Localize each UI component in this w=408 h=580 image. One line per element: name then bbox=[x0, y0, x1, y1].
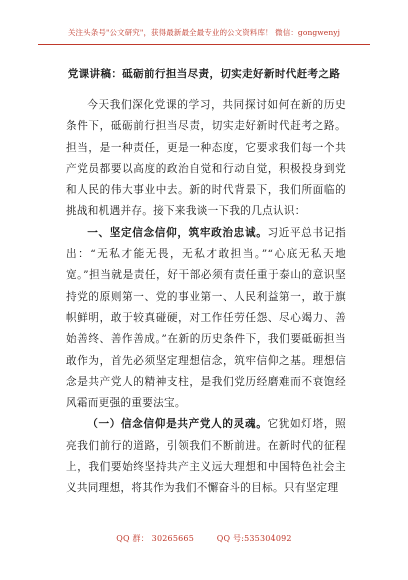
header-divider bbox=[38, 44, 370, 45]
subsection-1-paragraph bbox=[66, 414, 346, 499]
document-body bbox=[66, 95, 346, 500]
footer-qq-number: QQ 号:535304092 bbox=[216, 534, 292, 543]
document-title: 党课讲稿：砥砺前行担当尽责，切实走好新时代赶考之路 bbox=[67, 68, 341, 80]
footer-contacts bbox=[0, 533, 408, 544]
section-1-heading: 一、坚定信念信仰，筑牢政治忠诚。 bbox=[87, 226, 268, 239]
section-1-paragraph bbox=[66, 223, 346, 415]
subsection-1-text: 它犹如灯塔，照亮我们前行的道路，引领我们不断前进。在新时代的征程上，我们要始终坚持共产主义远大理想和中国特色社会主义共同理想，将其作为我们不懈奋斗的目标。只有坚定理 bbox=[66, 418, 346, 495]
header-note: 关注头条号"公文研究"，获得最新最全最专业的公文资料库！ 微信：gongwenyj bbox=[67, 28, 341, 37]
intro-paragraph: 今天我们深化党课的学习，共同探讨如何在新的历史条件下，砥砺前行担当尽责，切实走好新时代赶考之路。担当，是一种责任，更是一种态度，它要求我们每一个共产党员都要以高度的政治自觉和行动自觉，积极投身到党和人民的伟大事业中去。新的时代背景下，我们所面临的挑战和机遇并存。接下来我谈一下我的几点认识： bbox=[66, 99, 346, 218]
footer-qq-group: QQ 群： 30265665 bbox=[116, 534, 194, 543]
subsection-1-heading: （一）信念信仰是共产党人的灵魂。 bbox=[87, 418, 268, 431]
section-1-text: 习近平总书记指出：“无私才能无畏，无私才敢担当。”“心底无私天地宽。”担当就是责任，好干部必须有责任重于泰山的意识坚持党的原则第一、党的事业第一、人民利益第一，敢于旗帜鲜明，敢于较真碰硬，对工作任劳任怨、尽心竭力、善始善终、善作善成。”在新的历史条件下，我们要砥砺担当敢作为，首先必须坚定理想信念，筑牢信仰之基。理想信念是共产党人的精神支柱，是我们党历经磨难而不衰饱经风霜而更强的重要法宝。 bbox=[66, 226, 346, 410]
